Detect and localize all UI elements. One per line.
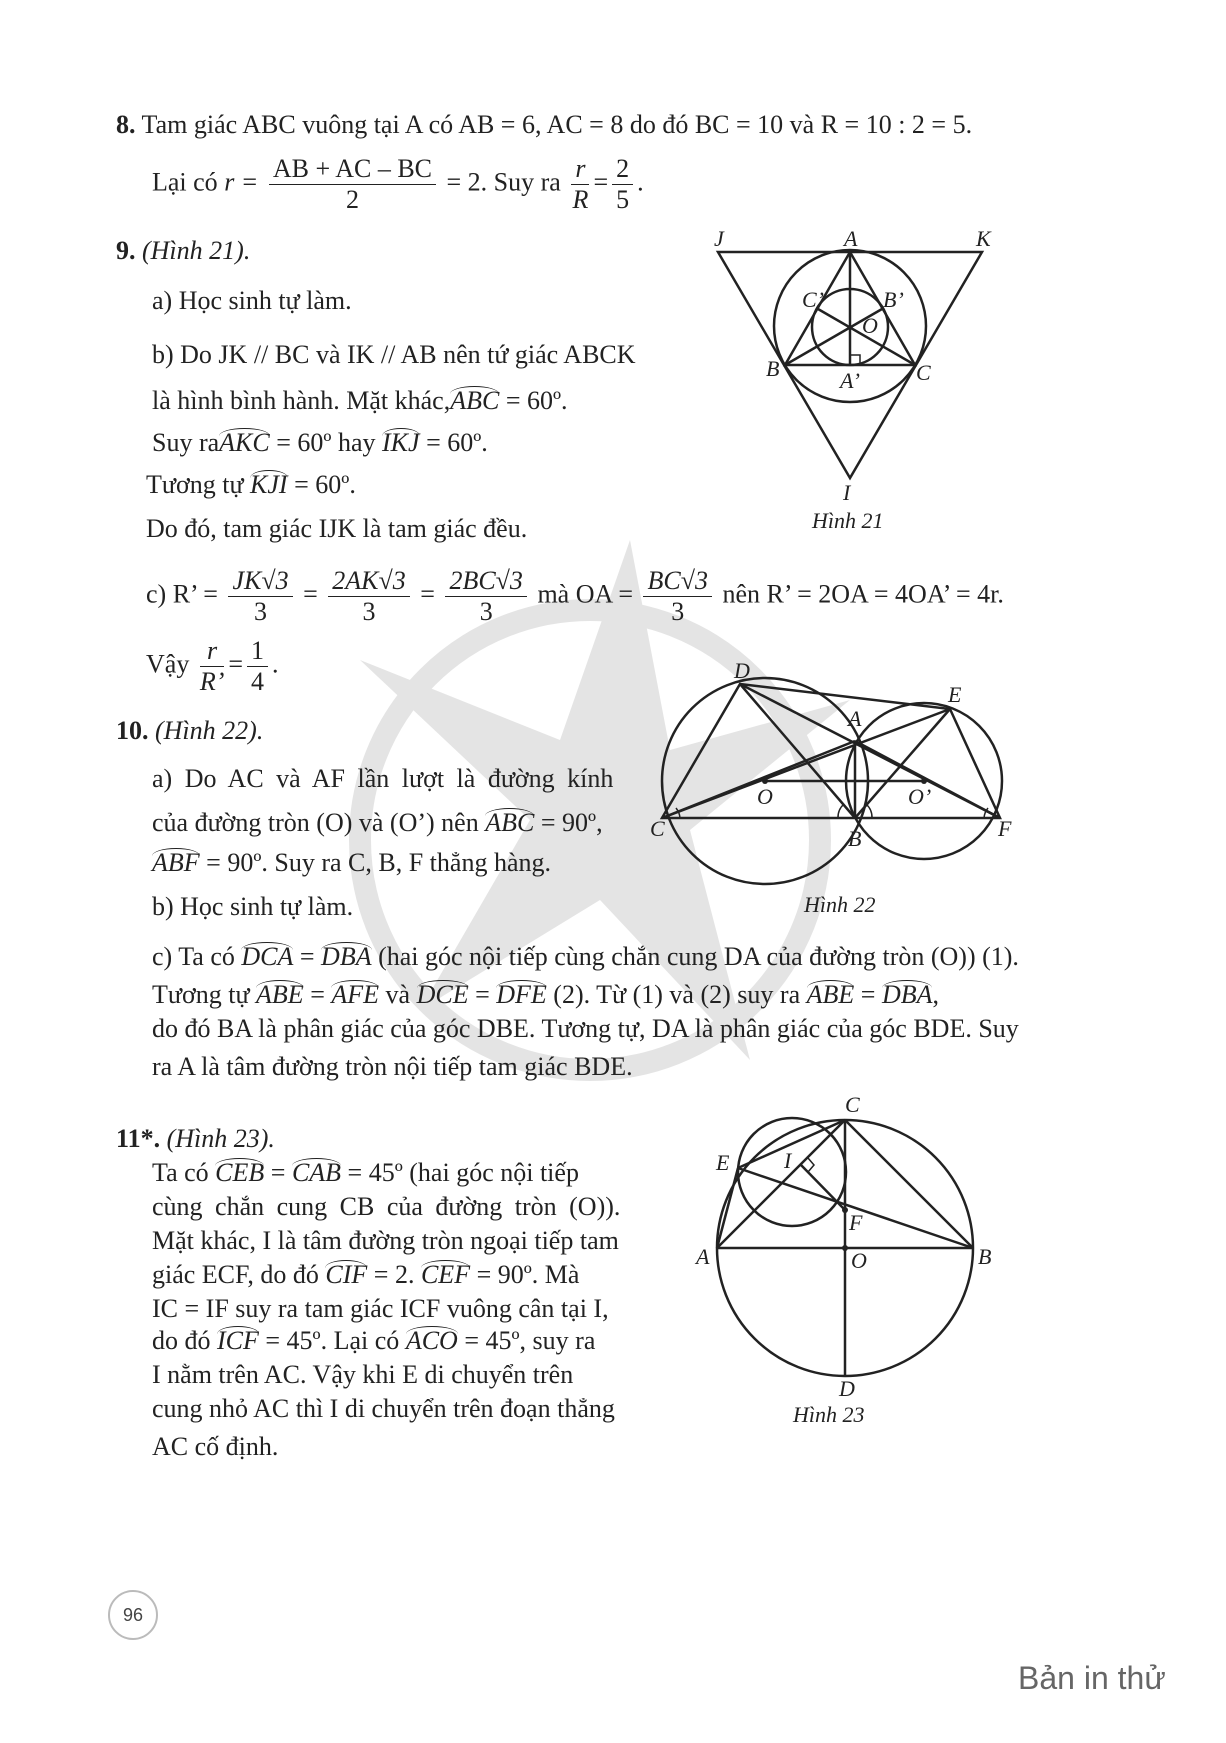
p10-a2: của đường tròn (O) và (O’) nên ABC = 90º, xyxy=(152,808,603,837)
p10-c1: c) Ta có DCA = DBA (hai góc nội tiếp cùng chắn cung DA của đường tròn (O)) (1). xyxy=(152,942,1019,971)
p8-line1: 8. Tam giác ABC vuông tại A có AB = 6, AC = 8 do đó BC = 10 và R = 10 : 2 = 5. xyxy=(116,110,973,139)
fig21-label-K: K xyxy=(976,226,991,251)
fig21-label-B: B xyxy=(766,356,780,381)
fig21-label-A: A xyxy=(844,226,858,251)
p10-c4: ra A là tâm đường tròn nội tiếp tam giác BDE. xyxy=(152,1052,633,1081)
fig23-label-A: A xyxy=(696,1244,710,1269)
fig23-label-B: B xyxy=(978,1244,992,1269)
fig21-label-C: C xyxy=(916,360,931,385)
p11-l5: IC = IF suy ra tam giác ICF vuông cân tại I, xyxy=(152,1294,609,1323)
p10-c3: do đó BA là phân giác của góc DBE. Tương tự, DA là phân giác của góc BDE. Suy xyxy=(152,1014,1019,1043)
p10-b: b) Học sinh tự làm. xyxy=(152,892,354,921)
fig21-label-J: J xyxy=(714,226,724,251)
p9-conclusion: Vậy $\frac{r}{R’}$ = $\frac{1}{4}$ . xyxy=(146,636,279,696)
fig22-label-B: B xyxy=(848,826,862,851)
fig22-label-O: O xyxy=(757,784,773,809)
p9-b5: Do đó, tam giác IJK là tam giác đều. xyxy=(146,514,528,543)
fig21-label-C1: C’ xyxy=(802,287,824,312)
p9-b3: Suy raAKC = 60º hay IKJ = 60º. xyxy=(152,428,488,457)
fig22-caption: Hình 22 xyxy=(804,892,876,917)
p10-a1: a) Do AC và AF lần lượt là đường kính xyxy=(152,764,614,793)
fig21-label-B1: B’ xyxy=(883,287,904,312)
p11-header: 11*. (Hình 23). xyxy=(116,1124,275,1153)
p10-header: 10. (Hình 22). xyxy=(116,716,264,745)
p11-l6: do đó ICF = 45º. Lại có ACO = 45º, suy ra xyxy=(152,1326,596,1355)
p8-line2: Lại có r = $\frac{AB + AC - BC}{2}$ = 2. Suy ra $\frac{r}{R}$ = $\frac{2}{5}$ . xyxy=(152,154,644,214)
fig23-caption: Hình 23 xyxy=(793,1402,865,1427)
figure-21 xyxy=(700,222,1020,522)
p9-b1: b) Do JK // BC và IK // AB nên tứ giác ABCK xyxy=(152,340,636,369)
p11-l7: I nằm trên AC. Vậy khi E di chuyển trên xyxy=(152,1360,574,1389)
p11-l2: cùng chắn cung CB của đường tròn (O)). xyxy=(152,1192,621,1221)
p11-l8: cung nhỏ AC thì I di chuyển trên đoạn thẳng xyxy=(152,1394,615,1423)
fig23-label-C: C xyxy=(845,1092,860,1117)
fig23-label-E: E xyxy=(716,1150,730,1175)
page-number: 96 xyxy=(108,1590,158,1640)
p11-l4: giác ECF, do đó CIF = 2. CEF = 90º. Mà xyxy=(152,1260,580,1289)
figure-22 xyxy=(640,660,1030,900)
fig22-label-E: E xyxy=(948,682,962,707)
p11-l9: AC cố định. xyxy=(152,1432,279,1461)
fig21-label-A1: A’ xyxy=(840,368,860,393)
fig21-label-I: I xyxy=(843,480,851,505)
fig22-label-D: D xyxy=(734,660,750,683)
p10-c2: Tương tự ABE = AFE và DCE = DFE (2). Từ (1) và (2) suy ra ABE = DBA, xyxy=(152,980,939,1009)
fig23-label-O: O xyxy=(851,1248,867,1273)
p9-c: c) R’ = $\frac{JK√3}{3}$ = $\frac{2AK√3}{3}$ = $\frac{2BC√3}{3}$ mà OA = $\frac{BC√3}{3}$ nên R’ = 2OA = 4OA’ = 4r. xyxy=(146,566,1004,626)
fig22-label-C: C xyxy=(650,816,665,841)
fig21-caption: Hình 21 xyxy=(812,508,884,533)
p9-b2: là hình bình hành. Mặt khác,ABC = 60º. xyxy=(152,386,568,415)
figure-23 xyxy=(690,1090,1010,1410)
p11-l3: Mặt khác, I là tâm đường tròn ngoại tiếp tam xyxy=(152,1226,619,1255)
p9-a: a) Học sinh tự làm. xyxy=(152,286,352,315)
fig23-label-D: D xyxy=(839,1376,855,1401)
fig22-label-O1: O’ xyxy=(908,784,932,809)
fig22-label-A: A xyxy=(848,706,862,731)
draft-stamp: Bản in thử xyxy=(1018,1660,1166,1696)
fig23-label-I: I xyxy=(784,1148,792,1173)
fig23-label-F: F xyxy=(849,1210,863,1235)
p10-a3: ABF = 90º. Suy ra C, B, F thẳng hàng. xyxy=(152,848,551,877)
fig21-label-O: O xyxy=(862,313,878,338)
p9-b4: Tương tự KJI = 60º. xyxy=(146,470,356,499)
p11-l1: Ta có CEB = CAB = 45º (hai góc nội tiếp xyxy=(152,1158,579,1187)
fig22-label-F: F xyxy=(998,816,1012,841)
p9-header: 9. (Hình 21). xyxy=(116,236,251,265)
p8-fraction: $\frac{AB + AC - BC}{2}$ xyxy=(269,154,436,215)
